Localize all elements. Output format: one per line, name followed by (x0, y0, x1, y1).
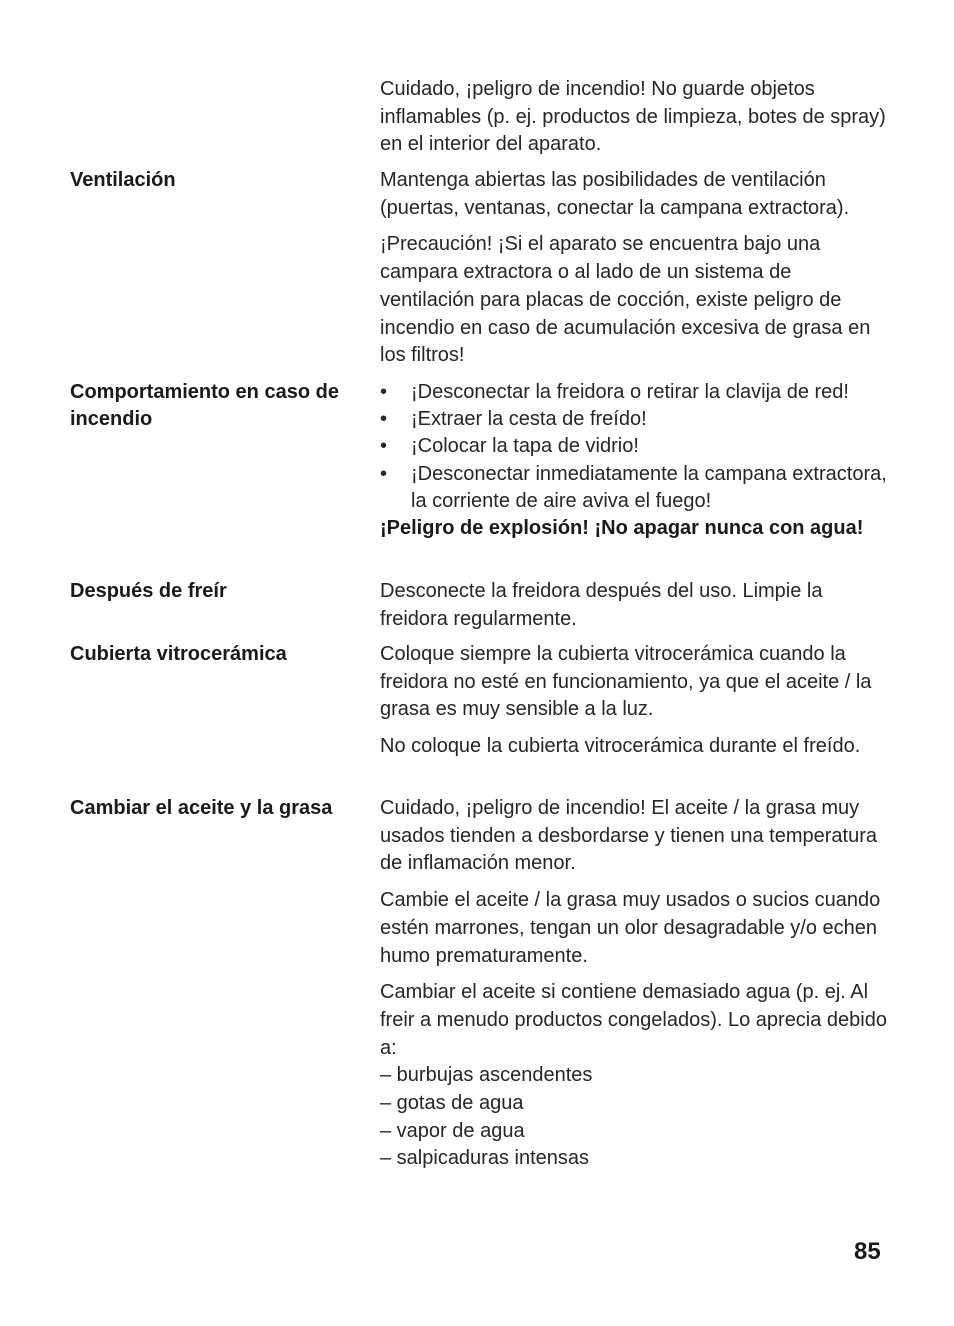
bullet-icon: • (380, 381, 388, 403)
section-content (380, 76, 890, 168)
section-label: Después de freír (70, 580, 227, 602)
dash-list (380, 1062, 890, 1173)
paragraph: ¡Precaución! ¡Si el aparato se encuentra bajo una campara extractora o al lado de un sistema de ventilación para placas de cocción, existe peligro de incendio en caso de acumulación excesiva de grasa en los filtros! (380, 233, 871, 367)
paragraph: Desconecte la freidora después del uso. Limpie la freidora regularmente. (380, 580, 823, 630)
bullet-icon: • (380, 408, 388, 431)
list-item (380, 433, 890, 460)
page-number: 85 (854, 1238, 881, 1265)
section-label: Ventilación (70, 169, 176, 191)
paragraph: Coloque siempre la cubierta vitrocerámica cuando la freidora no esté en funcionamiento, ya que el aceite / la grasa es muy sensible a la luz. (380, 643, 872, 721)
paragraph: Mantenga abiertas las posibilidades de ventilación (puertas, ventanas, conectar la campana extractora). (380, 169, 850, 219)
explosion-warning: ¡Peligro de explosión! ¡No apagar nunca con agua! (380, 517, 864, 540)
section-label: Comportamiento en caso de incendio (70, 381, 339, 430)
list-item (380, 461, 890, 515)
bullet-icon: • (380, 462, 388, 485)
list-item-text: ¡Extraer la cesta de freído! (411, 408, 647, 431)
section-content (380, 641, 890, 770)
paragraph: Cambie el aceite / la grasa muy usados o sucios cuando estén marrones, tengan un olor desagradable y/o echen humo prematuramente. (380, 889, 881, 967)
list-item (380, 406, 890, 433)
list-item: – salpicaduras intensas (380, 1147, 590, 1170)
bullet-icon: • (380, 435, 388, 458)
list-item: – vapor de agua (380, 1119, 525, 1142)
paragraph: No coloque la cubierta vitrocerámica durante el freído. (380, 735, 861, 758)
list-item-text: ¡Desconectar inmediatamente la campana extractora, la corriente de aire aviva el fuego! (411, 462, 887, 512)
section-content (380, 795, 890, 1173)
bullet-list (380, 379, 890, 515)
list-item: – gotas de agua (380, 1092, 524, 1115)
paragraph: Cuidado, ¡peligro de incendio! El aceite / la grasa muy usados tienden a desbordarse y tienen una temperatura de inflamación menor. (380, 797, 878, 875)
section-label: Cambiar el aceite y la grasa (70, 797, 333, 819)
section-content (380, 167, 890, 379)
section-label: Cubierta vitrocerámica (70, 643, 287, 665)
list-item: – burbujas ascendentes (380, 1064, 593, 1087)
paragraph: Cambiar el aceite si contiene demasiado agua (p. ej. Al freir a menudo productos congelados). Lo aprecia debido a: (380, 981, 887, 1059)
section-content (380, 578, 890, 642)
list-item (380, 379, 890, 406)
list-item-text: ¡Colocar la tapa de vidrio! (411, 435, 639, 458)
paragraph: Cuidado, ¡peligro de incendio! No guarde objetos inflamables (p. ej. productos de limpieza, botes de spray) en el interior del aparato. (380, 78, 886, 156)
section-content (380, 379, 890, 543)
list-item-text: ¡Desconectar la freidora o retirar la clavija de red! (411, 381, 849, 403)
